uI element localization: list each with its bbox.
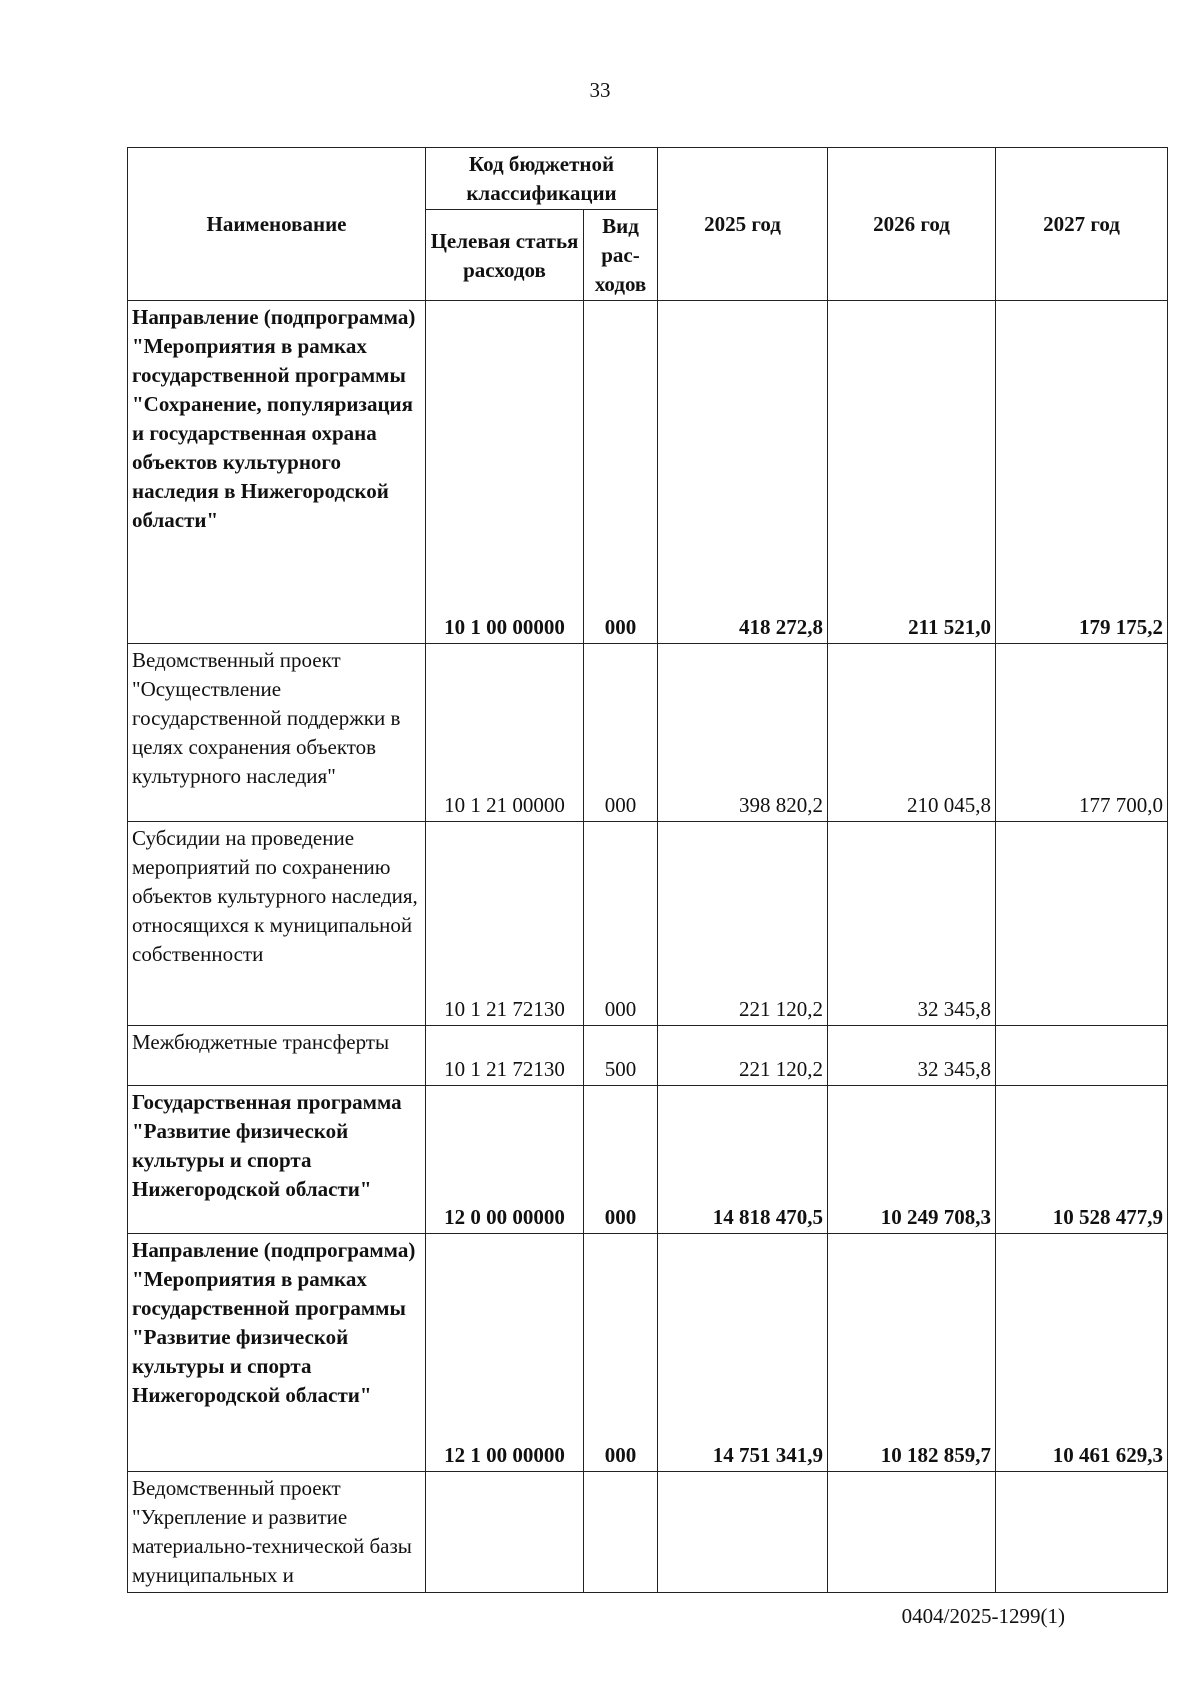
row-2025: 398 820,2 [658, 644, 828, 822]
row-name: Направление (подпрограмма) "Мероприятия в рамках государственной программы "Развитие физической культуры и спорта Нижегородской области" [128, 1234, 426, 1472]
row-2026: 10 249 708,3 [828, 1086, 996, 1234]
header-2026: 2026 год [828, 148, 996, 301]
row-kind: 500 [584, 1026, 658, 1086]
row-target [426, 1472, 584, 1593]
header-name: Наименование [128, 148, 426, 301]
page-number: 33 [589, 78, 611, 102]
row-name: Субсидии на проведение мероприятий по сохранению объектов культурного наследия, относящихся к муниципальной собственности [128, 822, 426, 1026]
row-2026: 210 045,8 [828, 644, 996, 822]
table-row [128, 644, 1168, 822]
row-2025: 418 272,8 [658, 301, 828, 644]
row-2026: 211 521,0 [828, 301, 996, 644]
row-2027 [996, 1026, 1168, 1086]
table-row [128, 1472, 1168, 1593]
table-header [128, 148, 1168, 301]
row-kind: 000 [584, 822, 658, 1026]
document-code: 0404/2025-1299(1) [901, 1604, 1065, 1628]
row-target: 12 0 00 00000 [426, 1086, 584, 1234]
row-2025 [658, 1472, 828, 1593]
row-2025: 221 120,2 [658, 822, 828, 1026]
row-2027: 10 461 629,3 [996, 1234, 1168, 1472]
row-2027: 179 175,2 [996, 301, 1168, 644]
row-target: 10 1 00 00000 [426, 301, 584, 644]
row-kind: 000 [584, 1234, 658, 1472]
row-name: Межбюджетные трансферты [128, 1026, 426, 1086]
row-kind: 000 [584, 644, 658, 822]
row-target: 10 1 21 72130 [426, 822, 584, 1026]
row-2027: 177 700,0 [996, 644, 1168, 822]
budget-table [127, 147, 1168, 1593]
row-target: 10 1 21 72130 [426, 1026, 584, 1086]
table-row [128, 1026, 1168, 1086]
row-2026: 32 345,8 [828, 822, 996, 1026]
row-2025: 14 818 470,5 [658, 1086, 828, 1234]
row-2027: 10 528 477,9 [996, 1086, 1168, 1234]
table-body [128, 301, 1168, 1593]
header-2025: 2025 год [658, 148, 828, 301]
row-2027 [996, 1472, 1168, 1593]
header-2027: 2027 год [996, 148, 1168, 301]
row-kind [584, 1472, 658, 1593]
header-expense-kind: Вид рас- ходов [584, 210, 658, 301]
row-kind: 000 [584, 1086, 658, 1234]
row-name: Ведомственный проект "Укрепление и развитие материально-технической базы муниципальных и [128, 1472, 426, 1593]
row-name: Направление (подпрограмма) "Мероприятия в рамках государственной программы "Сохранение, популяризация и государственная охрана объектов культурного наследия в Нижегородской области" [128, 301, 426, 644]
row-2026 [828, 1472, 996, 1593]
row-name: Государственная программа "Развитие физической культуры и спорта Нижегородской области" [128, 1086, 426, 1234]
row-2027 [996, 822, 1168, 1026]
row-kind: 000 [584, 301, 658, 644]
table-row [128, 1086, 1168, 1234]
header-target-article: Целевая статья расходов [426, 210, 584, 301]
table-row [128, 1234, 1168, 1472]
header-kbk-group: Код бюджетной классификации [426, 148, 658, 210]
row-2026: 10 182 859,7 [828, 1234, 996, 1472]
table-row [128, 822, 1168, 1026]
row-2025: 14 751 341,9 [658, 1234, 828, 1472]
table-row [128, 301, 1168, 644]
row-name: Ведомственный проект "Осуществление государственной поддержки в целях сохранения объектов культурного наследия" [128, 644, 426, 822]
row-target: 10 1 21 00000 [426, 644, 584, 822]
row-2025: 221 120,2 [658, 1026, 828, 1086]
row-2026: 32 345,8 [828, 1026, 996, 1086]
row-target: 12 1 00 00000 [426, 1234, 584, 1472]
